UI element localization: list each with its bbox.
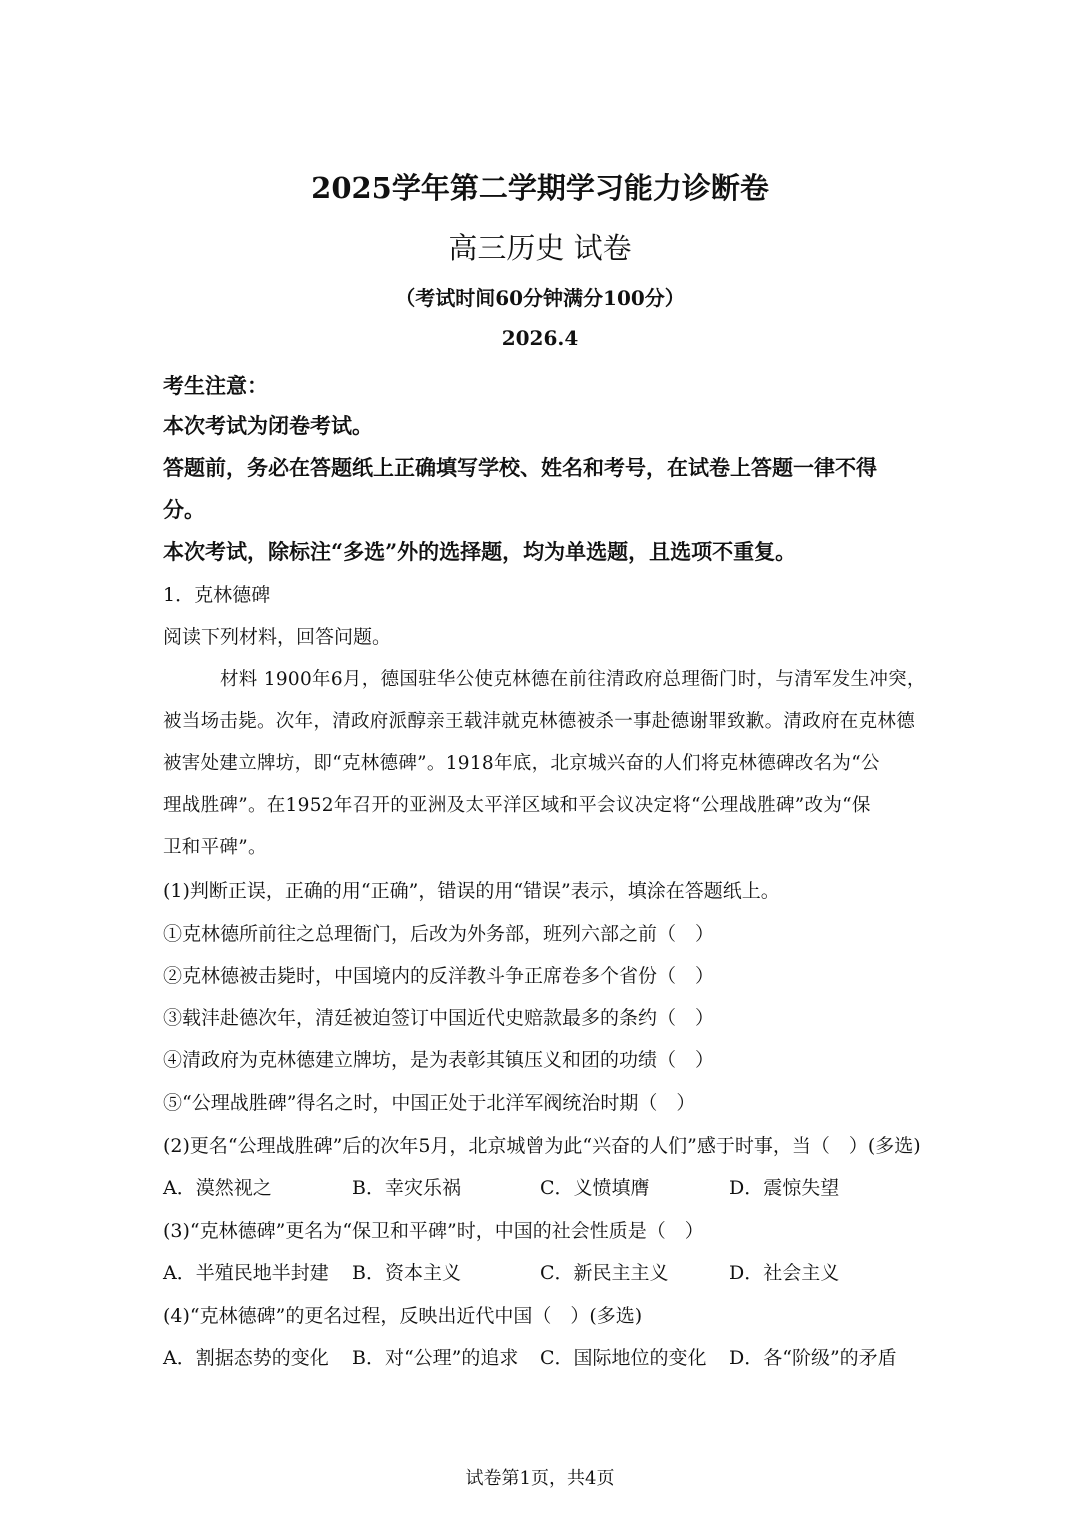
exam-time-info: （考试时间60分钟满分100分） — [395, 286, 685, 310]
part-3-option-c: C．新民主主义 — [540, 1262, 669, 1284]
material-line: 被害处建立牌坊，即“克林德碑”。1918年底，北京城兴奋的人们将克林德碑改名为“公 — [163, 753, 880, 774]
part-4-prompt: (4)“克林德碑”的更名过程，反映出近代中国（ ）(多选) — [163, 1305, 643, 1327]
true-false-item: ④清政府为克林德建立牌坊，是为表彰其镇压义和团的功绩（ ） — [163, 1049, 715, 1071]
exam-title: 2025学年第二学期学习能力诊断卷 — [311, 171, 769, 205]
material-line: 理战胜碑”。在1952年召开的亚洲及太平洋区域和平会议决定将“公理战胜碑”改为“保 — [163, 795, 871, 816]
part-2-option-d: D．震惊失望 — [729, 1177, 840, 1199]
true-false-item: ③载沣赴德次年，清廷被迫签订中国近代史赔款最多的条约（ ） — [163, 1007, 715, 1029]
material-line: 卫和平碑”。 — [163, 837, 267, 858]
page-footer: 试卷第1页，共4页 — [465, 1468, 615, 1489]
notice-line-single-choice: 本次考试，除标注“多选”外的选择题，均为单选题，且选项不重复。 — [163, 539, 797, 564]
part-2-option-b: B．幸灾乐祸 — [352, 1177, 461, 1199]
exam-date: 2026.4 — [501, 326, 579, 350]
true-false-item: ⑤“公理战胜碑”得名之时，中国正处于北洋军阀统治时期（ ） — [163, 1092, 696, 1114]
true-false-item: ②克林德被击毙时，中国境内的反洋教斗争正席卷多个省份（ ） — [163, 965, 715, 987]
notice-heading: 考生注意： — [163, 373, 268, 398]
true-false-item: ①克林德所前往之总理衙门，后改为外务部，班列六部之前（ ） — [163, 923, 715, 945]
part-4-option-d: D．各“阶级”的矛盾 — [729, 1347, 897, 1369]
material-line: 材料 1900年6月，德国驻华公使克林德在前往清政府总理衙门时，与清军发生冲突， — [220, 669, 926, 690]
part-2-prompt: (2)更名“公理战胜碑”后的次年5月，北京城曾为此“兴奋的人们”感于时事，当（ ）(多选) — [163, 1135, 921, 1157]
notice-line-closed-book: 本次考试为闭卷考试。 — [163, 413, 373, 438]
exam-subtitle: 高三历史 试卷 — [448, 231, 632, 265]
part-2-option-a: A．漠然视之 — [163, 1177, 272, 1199]
part-1-prompt: (1)判断正误，正确的用“正确”，错误的用“错误”表示，填涂在答题纸上。 — [163, 880, 780, 902]
part-3-prompt: (3)“克林德碑”更名为“保卫和平碑”时，中国的社会性质是（ ） — [163, 1220, 704, 1242]
part-3-option-a: A．半殖民地半封建 — [163, 1262, 329, 1284]
part-3-option-b: B．资本主义 — [352, 1262, 461, 1284]
part-4-option-c: C．国际地位的变化 — [540, 1347, 707, 1369]
question-1-instruction: 阅读下列材料，回答问题。 — [163, 626, 392, 648]
question-1-title: 1．克林德碑 — [163, 584, 271, 606]
part-3-option-d: D．社会主义 — [729, 1262, 840, 1284]
material-line: 被当场击毙。次年，清政府派醇亲王载沣就克林德被杀一事赴德谢罪致歉。清政府在克林德 — [163, 711, 916, 732]
part-2-option-c: C．义愤填膺 — [540, 1177, 650, 1199]
part-4-option-b: B．对“公理”的追求 — [352, 1347, 519, 1369]
notice-line-answer-sheet-cont: 分。 — [163, 497, 205, 522]
notice-line-answer-sheet: 答题前，务必在答题纸上正确填写学校、姓名和考号，在试卷上答题一律不得 — [163, 455, 877, 480]
part-4-option-a: A．割据态势的变化 — [163, 1347, 329, 1369]
